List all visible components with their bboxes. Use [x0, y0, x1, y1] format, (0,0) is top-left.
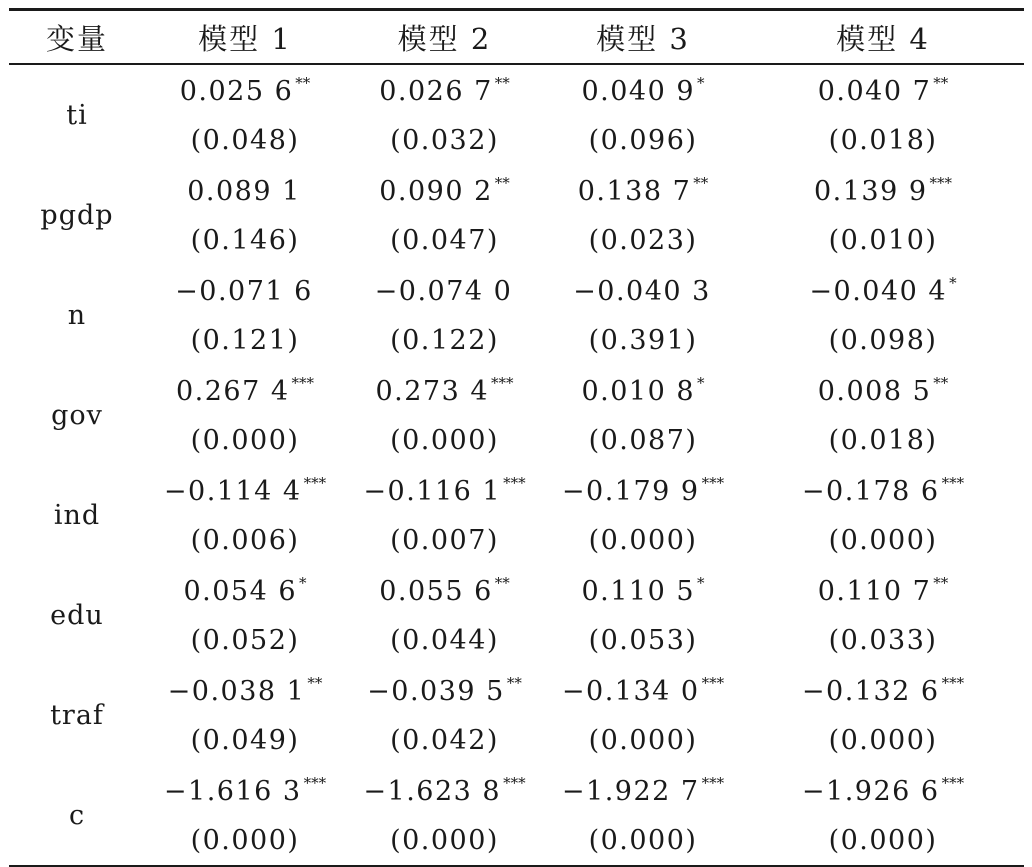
- coef-value: −1.926 6: [801, 775, 940, 807]
- coef-value: 0.055 6: [379, 575, 493, 607]
- pvalue-cell: (0.032): [390, 124, 499, 156]
- coef-value: 0.008 5: [817, 375, 932, 407]
- pvalue-row: [9, 415, 1024, 465]
- regression-results-table: [9, 8, 1024, 867]
- header-model-3: 模型 3: [596, 21, 690, 56]
- pvalue-cell: (0.018): [828, 124, 938, 156]
- pvalue-row: [9, 815, 1024, 866]
- pvalue-row: [9, 615, 1024, 665]
- significance-stars: **: [494, 173, 510, 192]
- significance-stars: ***: [701, 673, 725, 692]
- significance-stars: ***: [503, 473, 526, 492]
- pvalue-cell: (0.023): [588, 224, 698, 256]
- coef-cell: [345, 565, 544, 615]
- significance-stars: ***: [303, 473, 327, 492]
- pvalue-cell: (0.007): [390, 524, 499, 556]
- variable-name: edu: [50, 599, 104, 631]
- pvalue-row: [9, 715, 1024, 765]
- coef-cell: [742, 665, 1024, 715]
- pvalue-cell: (0.000): [828, 824, 938, 856]
- coef-row: [9, 665, 1024, 715]
- variable-name: pgdp: [40, 199, 114, 231]
- coef-value: 0.010 8: [581, 375, 696, 407]
- significance-stars: *: [299, 573, 307, 592]
- significance-stars: ***: [291, 373, 315, 392]
- coef-value: 0.110 7: [817, 575, 932, 607]
- pvalue-cell: (0.047): [390, 224, 499, 256]
- coef-row: [9, 165, 1024, 215]
- header-variable: 变量: [45, 21, 108, 56]
- coef-cell: [345, 265, 544, 315]
- pvalue-cell: (0.000): [190, 424, 300, 456]
- pvalue-cell: (0.048): [190, 124, 300, 156]
- variable-name: ti: [66, 99, 88, 131]
- variable-name: ind: [53, 499, 101, 531]
- significance-stars: **: [494, 573, 510, 592]
- coef-cell: [544, 64, 742, 115]
- variable-name: gov: [51, 399, 103, 431]
- coef-row: [9, 265, 1024, 315]
- coef-cell: [544, 565, 742, 615]
- coef-row: [9, 465, 1024, 515]
- pvalue-cell: (0.049): [190, 724, 300, 756]
- pvalue-cell: (0.018): [828, 424, 938, 456]
- coef-cell: [742, 265, 1024, 315]
- pvalue-cell: (0.391): [588, 324, 698, 356]
- coef-cell: [742, 64, 1024, 115]
- pvalue-cell: (0.096): [588, 124, 698, 156]
- significance-stars: ***: [701, 473, 725, 492]
- variable-name: n: [67, 299, 87, 331]
- coef-value: 0.026 7: [379, 75, 493, 107]
- header-model-1: 模型 1: [198, 21, 292, 56]
- coef-value: −1.616 3: [163, 775, 302, 807]
- variable-name: traf: [50, 699, 104, 731]
- coef-row: [9, 765, 1024, 815]
- coef-value: 0.054 6: [183, 575, 298, 607]
- significance-stars: ***: [491, 373, 514, 392]
- pvalue-row: [9, 515, 1024, 565]
- significance-stars: *: [949, 273, 957, 292]
- coef-value: 0.090 2: [379, 175, 493, 207]
- pvalue-cell: (0.000): [828, 524, 938, 556]
- significance-stars: ***: [941, 473, 965, 492]
- pvalue-cell: (0.098): [828, 324, 938, 356]
- significance-stars: **: [933, 373, 949, 392]
- pvalue-cell: (0.006): [190, 524, 300, 556]
- pvalue-cell: (0.044): [390, 624, 499, 656]
- coef-cell: [544, 265, 742, 315]
- coef-cell: [742, 165, 1024, 215]
- coef-cell: [544, 765, 742, 815]
- coef-value: −0.134 0: [561, 675, 700, 707]
- coef-cell: [345, 165, 544, 215]
- significance-stars: ***: [701, 773, 725, 792]
- pvalue-cell: (0.000): [390, 424, 499, 456]
- pvalue-cell: (0.121): [190, 324, 300, 356]
- coef-row: [9, 365, 1024, 415]
- coef-cell: [145, 64, 345, 115]
- coef-value: −0.132 6: [801, 675, 940, 707]
- coef-value: −1.623 8: [363, 775, 502, 807]
- coef-cell: [145, 265, 345, 315]
- coef-cell: [544, 365, 742, 415]
- significance-stars: *: [697, 373, 705, 392]
- header-row: [9, 10, 1024, 65]
- significance-stars: **: [295, 73, 311, 92]
- pvalue-cell: (0.000): [190, 824, 300, 856]
- significance-stars: **: [307, 673, 323, 692]
- pvalue-cell: (0.000): [828, 724, 938, 756]
- coef-value: −0.040 3: [573, 275, 711, 307]
- significance-stars: **: [693, 173, 709, 192]
- coef-value: −0.039 5: [367, 675, 505, 707]
- coef-cell: [145, 165, 345, 215]
- variable-name: c: [68, 799, 86, 831]
- pvalue-cell: (0.122): [390, 324, 499, 356]
- coef-cell: [145, 565, 345, 615]
- coef-value: 0.273 4: [375, 375, 490, 407]
- pvalue-row: [9, 115, 1024, 165]
- coef-value: −0.074 0: [374, 275, 513, 307]
- coef-cell: [345, 64, 544, 115]
- coef-value: 0.040 7: [817, 75, 932, 107]
- coef-cell: [345, 765, 544, 815]
- coef-value: −0.116 1: [363, 475, 502, 507]
- pvalue-cell: (0.010): [828, 224, 938, 256]
- coef-value: −1.922 7: [561, 775, 700, 807]
- significance-stars: ***: [503, 773, 526, 792]
- coef-row: [9, 565, 1024, 615]
- header-model-2: 模型 2: [397, 21, 492, 56]
- significance-stars: ***: [929, 173, 953, 192]
- coef-cell: [345, 665, 544, 715]
- coef-value: 0.138 7: [577, 175, 692, 207]
- coef-value: −0.179 9: [561, 475, 700, 507]
- coef-cell: [544, 465, 742, 515]
- significance-stars: **: [494, 73, 510, 92]
- coef-cell: [345, 465, 544, 515]
- significance-stars: ***: [941, 673, 965, 692]
- table-header: [9, 10, 1024, 65]
- coef-cell: [145, 465, 345, 515]
- coef-value: 0.025 6: [179, 75, 294, 107]
- header-model-4: 模型 4: [836, 21, 930, 56]
- pvalue-cell: (0.146): [190, 224, 300, 256]
- significance-stars: *: [697, 73, 705, 92]
- coef-cell: [544, 665, 742, 715]
- coef-cell: [145, 765, 345, 815]
- coef-value: 0.040 9: [581, 75, 696, 107]
- coef-cell: [145, 665, 345, 715]
- pvalue-cell: (0.087): [588, 424, 698, 456]
- pvalue-cell: (0.000): [390, 824, 499, 856]
- significance-stars: **: [933, 73, 949, 92]
- coef-value: −0.040 4: [809, 275, 948, 307]
- pvalue-cell: (0.000): [588, 524, 698, 556]
- pvalue-cell: (0.000): [588, 724, 698, 756]
- pvalue-row: [9, 215, 1024, 265]
- pvalue-cell: (0.033): [828, 624, 938, 656]
- regression-table-container: [9, 8, 1024, 867]
- coef-value: −0.038 1: [167, 675, 306, 707]
- significance-stars: ***: [303, 773, 327, 792]
- coef-cell: [742, 365, 1024, 415]
- table-body: [9, 64, 1024, 866]
- pvalue-row: [9, 315, 1024, 365]
- pvalue-cell: (0.000): [588, 824, 698, 856]
- coef-cell: [345, 365, 544, 415]
- coef-row: [9, 64, 1024, 115]
- coef-value: −0.071 6: [175, 275, 313, 307]
- coef-cell: [742, 765, 1024, 815]
- pvalue-cell: (0.042): [390, 724, 499, 756]
- coef-cell: [742, 565, 1024, 615]
- pvalue-cell: (0.053): [588, 624, 698, 656]
- significance-stars: *: [697, 573, 705, 592]
- coef-cell: [742, 465, 1024, 515]
- coef-value: −0.178 6: [801, 475, 940, 507]
- coef-value: 0.139 9: [813, 175, 928, 207]
- coef-value: −0.114 4: [163, 475, 302, 507]
- coef-cell: [544, 165, 742, 215]
- coef-cell: [145, 365, 345, 415]
- coef-value: 0.267 4: [175, 375, 290, 407]
- significance-stars: **: [506, 673, 522, 692]
- coef-value: 0.089 1: [187, 175, 301, 207]
- significance-stars: **: [933, 573, 949, 592]
- significance-stars: ***: [941, 773, 965, 792]
- pvalue-cell: (0.052): [190, 624, 300, 656]
- coef-value: 0.110 5: [581, 575, 696, 607]
